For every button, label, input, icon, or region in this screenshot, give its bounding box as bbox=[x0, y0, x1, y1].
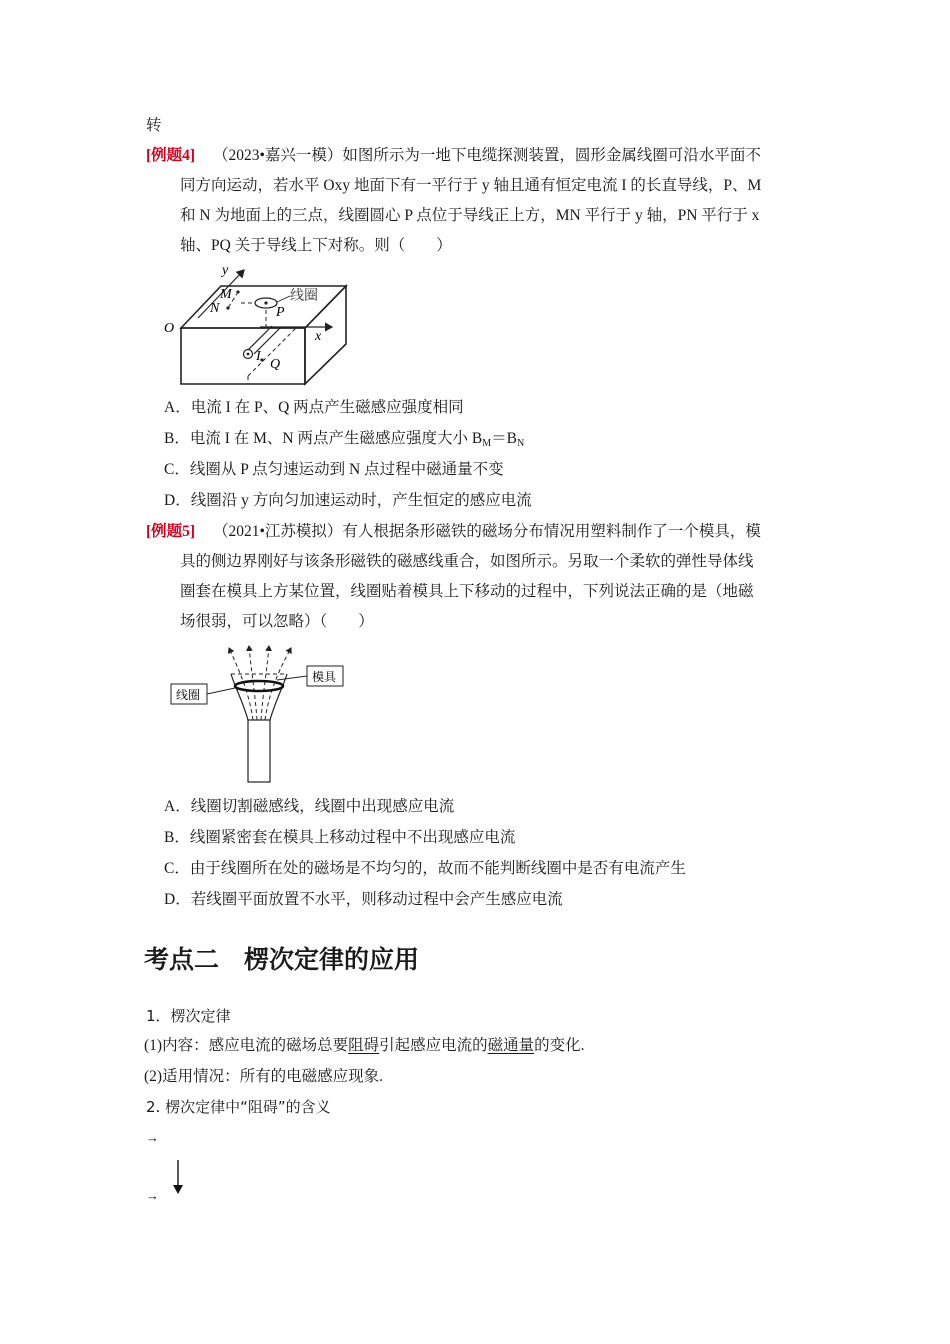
example4-line-2: 同方向运动，若水平 Oxy 地面下有一平行于 y 轴且通有恒定电流 I 的长直导线，P、M bbox=[180, 177, 762, 194]
example5-option-a[interactable]: A．线圈切割磁感线，线圈中出现感应电流 bbox=[164, 798, 455, 815]
arrow-down-icon bbox=[170, 1158, 186, 1198]
example4-line-3: 和 N 为地面上的三点，线圈圆心 P 点位于导线正上方，MN 平行于 y 轴，PN 平行于 x bbox=[180, 207, 760, 224]
option-b-eq: ＝B bbox=[491, 430, 517, 447]
example5-text-1: （2021•江苏模拟）有人根据条形磁铁的磁场分布情况用塑料制作了一个模具，模 bbox=[212, 523, 761, 540]
label-m: M bbox=[220, 287, 232, 302]
label-q: Q bbox=[270, 357, 281, 372]
option-b-sub-m: M bbox=[482, 438, 492, 449]
example4-text-1: （2023•嘉兴一模）如图所示为一地下电缆探测装置，圆形金属线圈可沿水平面不 bbox=[212, 147, 761, 164]
example5-line-4: 场很弱，可以忽略）（ ） bbox=[180, 613, 374, 630]
item1-line-2: (2)适用情况：所有的电磁感应现象. bbox=[144, 1068, 383, 1085]
cable-detector-figure bbox=[160, 258, 360, 390]
example4-option-a[interactable]: A．电流 I 在 P、Q 两点产生磁感应强度相同 bbox=[164, 399, 464, 416]
example5-option-c[interactable]: C．由于线圈所在处的磁场是不均匀的，故而不能判断线圈中是否有电流产生 bbox=[164, 860, 686, 877]
arrow-right-icon-1: → bbox=[146, 1130, 159, 1145]
item1-text-mid: 引起感应电流的 bbox=[379, 1037, 488, 1054]
item1-underline-hinder: 阻碍 bbox=[348, 1037, 380, 1054]
example5-line-2: 具的侧边界刚好与该条形磁铁的磁感线重合，如图所示。另取一个柔软的弹性导体线 bbox=[180, 553, 754, 570]
continued-text: 转 bbox=[146, 117, 162, 134]
example4-line-4: 轴、PQ 关于导线上下对称。则（ ） bbox=[180, 237, 452, 254]
label-i: I bbox=[256, 349, 261, 364]
item1-text-pre: (1)内容：感应电流的磁场总要 bbox=[144, 1037, 349, 1054]
item1-title: 1．楞次定律 bbox=[146, 1007, 231, 1025]
example5-option-b[interactable]: B．线圈紧密套在模具上移动过程中不出现感应电流 bbox=[164, 829, 516, 846]
item1-line-1 bbox=[144, 1036, 585, 1056]
example4-option-c[interactable]: C．线圈从 P 点匀速运动到 N 点过程中磁通量不变 bbox=[164, 461, 504, 478]
label-y: y bbox=[222, 263, 229, 278]
label-p: P bbox=[276, 305, 285, 320]
example4-line-1 bbox=[146, 146, 761, 166]
arrow-right-icon-2: → bbox=[146, 1188, 159, 1203]
magnet-rod bbox=[248, 720, 270, 782]
label-x: x bbox=[315, 329, 322, 344]
option-b-sub-n: N bbox=[516, 438, 525, 449]
item1-underline-flux: 磁通量 bbox=[487, 1037, 535, 1054]
section-title: 考点二 楞次定律的应用 bbox=[144, 945, 420, 974]
mold-figure bbox=[165, 642, 350, 788]
item2-title: 2. 楞次定律中“阻碍”的含义 bbox=[146, 1098, 331, 1116]
coil-ring bbox=[235, 681, 283, 691]
item1-text-post: 的变化. bbox=[534, 1037, 585, 1054]
label-coil: 线圈 bbox=[290, 288, 318, 304]
label-n: N bbox=[210, 301, 220, 316]
option-b-text: B．电流 I 在 M、N 两点产生磁感应强度大小 B bbox=[164, 430, 483, 447]
example5-line-1 bbox=[146, 522, 761, 542]
label-mold: 模具 bbox=[312, 670, 337, 684]
label-coil-5: 线圈 bbox=[176, 688, 201, 702]
example5-line-3: 圈套在模具上方某位置，线圈贴着模具上下移动的过程中，下列说法正确的是（地磁 bbox=[180, 583, 754, 600]
example5-tag: [例题5] bbox=[146, 523, 196, 540]
example5-option-d[interactable]: D．若线圈平面放置不水平，则移动过程中会产生感应电流 bbox=[164, 891, 563, 908]
example4-tag: [例题4] bbox=[146, 147, 196, 164]
example4-option-d[interactable]: D．线圈沿 y 方向匀加速运动时，产生恒定的感应电流 bbox=[164, 492, 532, 509]
label-o: O bbox=[164, 321, 175, 336]
example4-option-b[interactable] bbox=[164, 429, 524, 454]
box-front-face bbox=[181, 328, 305, 384]
